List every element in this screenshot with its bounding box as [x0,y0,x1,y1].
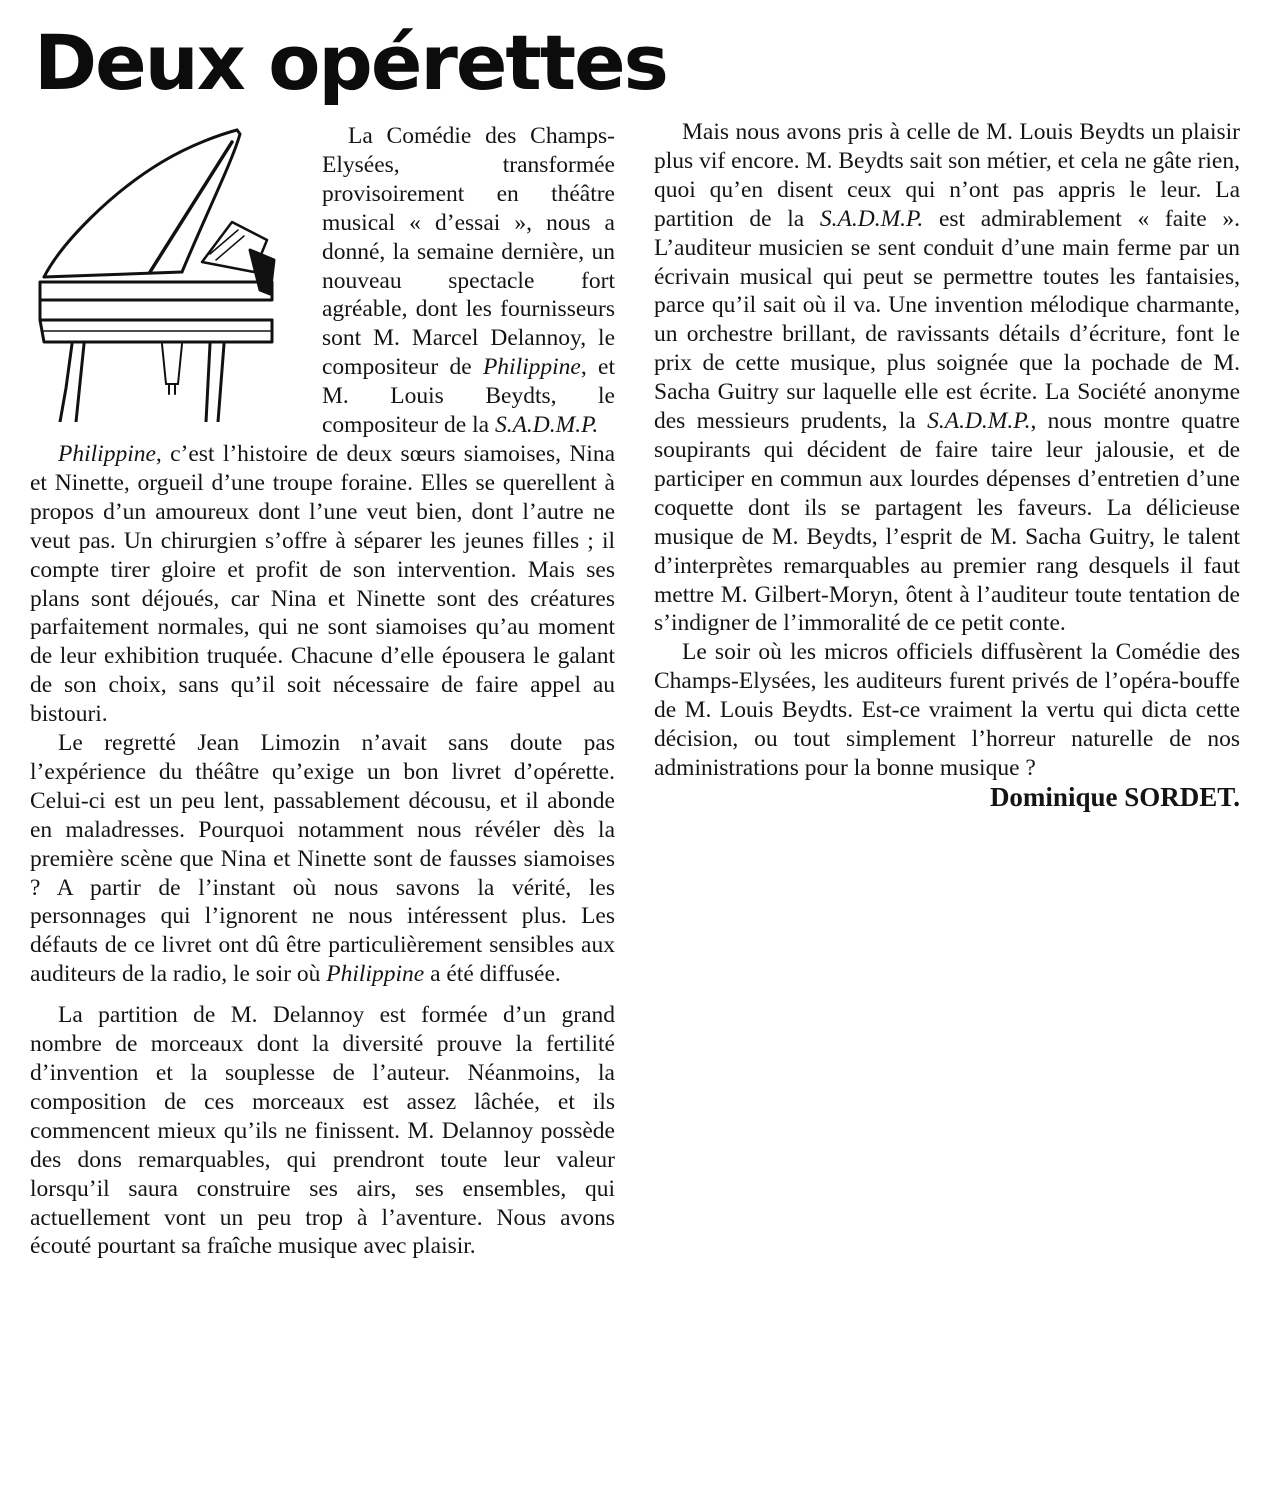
paragraph-delannoy-score: La partition de M. Delannoy est formée d’un grand nombre de morceaux dont la diversité prouve la fertilité d’invention et la souplesse de l’auteur. Néanmoins, la composition de ces morceaux est assez lâchée, et ils commencent mieux qu’ils ne finissent. M. Delannoy possède des dons remarquables, qui prendront toute leur valeur lorsqu’il saura construire ses airs, ses ensembles, qui actuellement vont un peu trop à l’aventure. Nous avons écouté pourtant sa fraîche musique avec plaisir. [30,1002,615,1260]
paragraph-intro: La Comédie des Champs-Elysées, transformée provisoirement en théâtre musical « d’essai », nous a donné, la semaine dernière, un nouveau spectacle fort agréable, dont les fournisseurs sont M. Marcel Delannoy, le compositeur de Philippine, et M. Louis Beydts, le compositeur de la S.A.D.M.P. [322,123,615,439]
right-column [654,118,1240,812]
piano-icon [32,122,300,422]
paragraph-broadcast: Le soir où les micros officiels diffusèrent la Comédie des Champs-Elysées, les auditeurs furent privés de l’opéra-bouffe de M. Louis Beydts. Est-ce vraiment la vertu qui dicta cette décision, ou tout simplement l’horreur naturelle de nos administrations pour la bonne musique ? [654,639,1240,781]
article-headline: Deux opérettes [34,18,667,107]
paragraph-philippine-plot: Philippine, c’est l’histoire de deux sœurs siamoises, Nina et Ninette, orgueil d’une troupe foraine. Elles se querellent à propos d’un amoureux dont l’une veut bien, dont l’autre ne veut pas. Un chirurgien s’offre à séparer les jeunes filles ; il compte tirer gloire et profit de son intervention. Mais ses plans sont déjoués, car Nina et Ninette sont des créatures parfaitement normales, qui ne sont siamoises qu’au moment de leur exhibition truquée. Chacune d’elle épousera le galant de son choix, sans qu’il soit nécessaire de faire appel au bistouri. [30,440,615,728]
paragraph-libretto: Le regretté Jean Limozin n’avait sans doute pas l’expérience du théâtre qu’exige un bon livret d’opérette. Celui-ci est un peu lent, passablement décousu, et il abonde en maladresses. Pourquoi notamment nous révéler dès la première scène que Nina et Ninette sont de fausses siamoises ? A partir de l’instant où nous savons la vérité, les personnages qui l’ignorent ne nous intéressent plus. Les défauts de ce livret ont dû être particulièrement sensibles aux auditeurs de la radio, le soir où Philippine a été diffusée. [30,730,615,988]
intro-block [30,122,615,440]
left-column [30,122,615,1261]
paragraph-beydts: Mais nous avons pris à celle de M. Louis Beydts un plaisir plus vif encore. M. Beydts sait son métier, et cela ne gâte rien, quoi qu’en disent ceux qui n’ont pas appris le leur. La partition de la S.A.D.M.P. est admirablement « faite ». L’auditeur musicien se sent conduit d’une main ferme par un écrivain musical qui peut se permettre toutes les fantaisies, parce qu’il sait où il va. Une invention mélodique charmante, un orchestre brillant, de ravissants détails d’écriture, font le prix de cette musique, plus soignée que la pochade de M. Sacha Guitry sur laquelle elle est écrite. La Société anonyme des messieurs prudents, la S.A.D.M.P., nous montre quatre soupirants qui décident de faire taire leur jalousie, et de participer en commun aux lourdes dépenses d’entretien d’une coquette dont ils se partagent les faveurs. La délicieuse musique de M. Beydts, l’esprit de M. Sacha Guitry, le talent d’interprètes remarquables au premier rang desquels il faut mettre M. Gilbert-Moryn, ôtent à l’auditeur toute tentation de s’indigner de l’immoralité de ce petit conte. [654,119,1240,637]
author-signature: Dominique SORDET. [989,781,1240,812]
